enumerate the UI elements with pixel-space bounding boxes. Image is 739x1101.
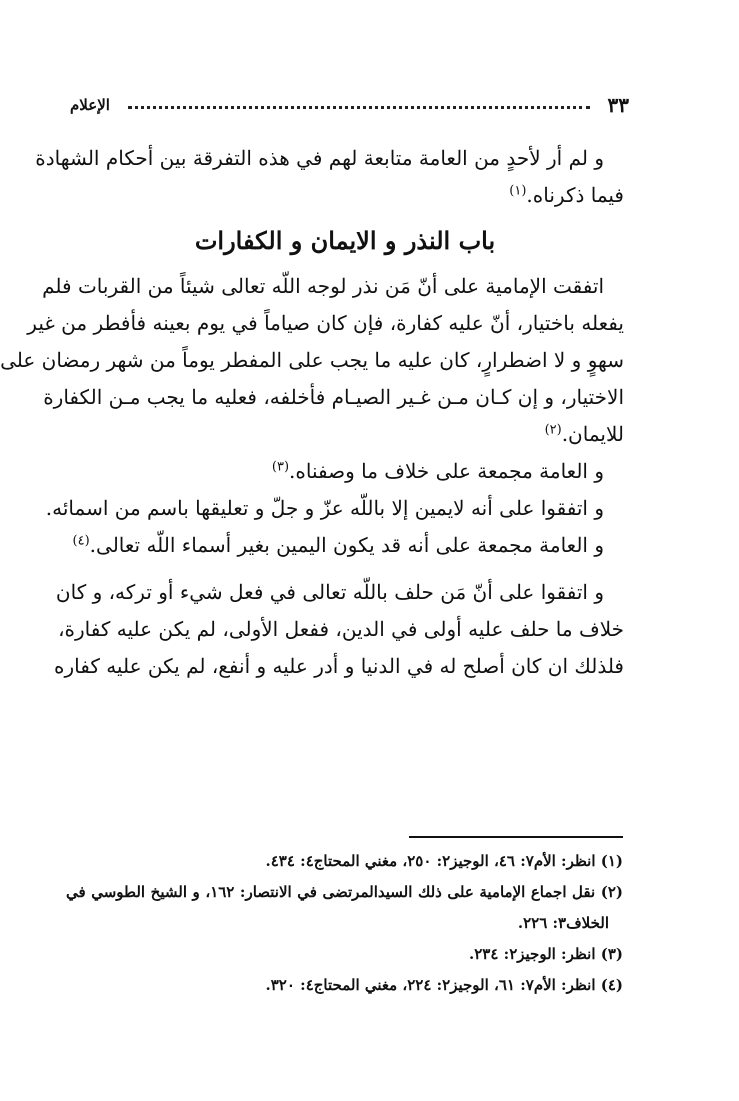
footnote: (١) انظر: الأم٧: ٤٦، الوجيز٢: ٢٥٠، مغني المحتاج٤: ٤٣٤. (265, 852, 623, 870)
text-line: و اتفقوا على أنّ مَن حلف باللّه تعالى في فعل شيء أو تركه، و كان (55, 580, 604, 604)
text-span: و العامة مجمعة على أنه قد يكون اليمين بغير أسماء اللّه تعالى. (89, 533, 604, 557)
main-text (0, 140, 624, 685)
footnote: (٢) نقل اجماع الإمامية على ذلك السيدالمرتضى في الانتصار: ١٦٢، و الشيخ الطوسي في (66, 883, 623, 901)
text-line (66, 416, 624, 453)
footnotes (66, 846, 623, 1001)
text-span: و العامة مجمعة على خلاف ما وصفناه. (289, 459, 604, 483)
text-span: فيما ذكرناه. (526, 183, 624, 207)
page-number: ٣٣ (607, 93, 629, 117)
footnote-ref: (٢) (544, 422, 562, 438)
footnote: (٣) انظر: الوجيز٢: ٢٣٤. (469, 945, 623, 963)
text-line: و اتفقوا على أنه لايمين إلا باللّه عزّ و جلّ و تعليقها باسم من اسمائه. (45, 496, 604, 520)
text-line: و لم أر لأحدٍ من العامة متابعة لهم في هذه التفرقة بين أحكام الشهادة (35, 146, 604, 170)
footnote-ref: (١) (509, 183, 527, 199)
footnote-separator (409, 836, 623, 838)
text-line: اتفقت الإمامية على أنّ مَن نذر لوجه اللّه تعالى شيئاً من القربات فلم (42, 274, 604, 298)
footnote-ref: (٣) (271, 459, 290, 475)
text-span: للايمان. (561, 422, 624, 446)
text-line (66, 527, 624, 564)
dotted-leader (128, 106, 590, 109)
text-line: الاختيار، و إن كـان مـن غـير الصيـام فأخلفه، فعليه ما يجب مـن الكفارة (43, 385, 624, 409)
text-line (66, 177, 624, 214)
footnote-ref: (٤) (72, 533, 90, 549)
text-line: سهوٍ و لا اضطرارٍ، كان عليه ما يجب على المفطر يوماً من شهر رمضان على (0, 348, 624, 372)
text-line: يفعله باختيار، أنّ عليه كفارة، فإن كان صياماً في يوم بعينه فأفطر من غير (27, 311, 624, 335)
text-line: خلاف ما حلف عليه أولى في الدين، ففعل الأولى، لم يكن عليه كفارة، (58, 617, 624, 641)
text-line: فلذلك ان كان أصلح له في الدنيا و أدر عليه و أنفع، لم يكن عليه كفاره (53, 654, 624, 678)
running-title: الإعلام (70, 96, 110, 114)
text-line (66, 453, 624, 490)
running-header (70, 92, 629, 118)
footnote-continuation: الخلاف٣: ٢٢٦. (517, 914, 609, 932)
section-heading: باب النذر و الايمان و الكفارات (194, 226, 496, 255)
footnote: (٤) انظر: الأم٧: ٦١، الوجيز٢: ٢٢٤، مغني المحتاج٤: ٣٢٠. (265, 976, 623, 994)
